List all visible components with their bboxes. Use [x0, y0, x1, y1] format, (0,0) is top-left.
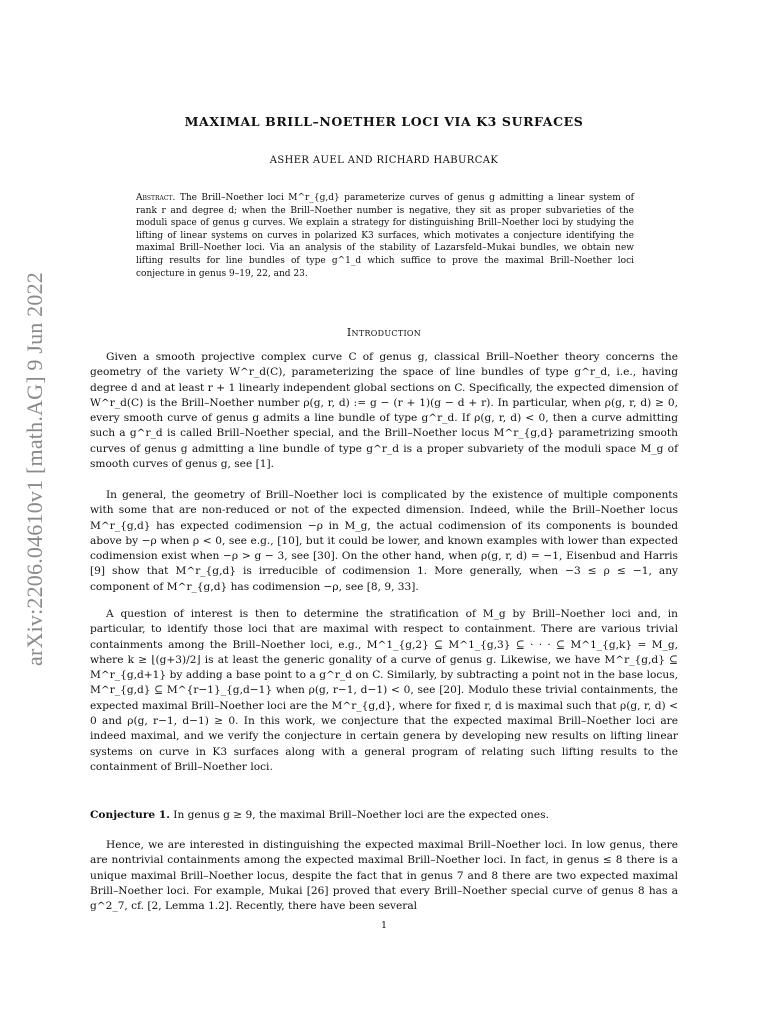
paragraph-3	[90, 607, 678, 775]
arxiv-stamp: arXiv:2206.04610v1 [math.AG] 9 Jun 2022	[22, 272, 47, 666]
paper-title: MAXIMAL BRILL–NOETHER LOCI VIA K3 SURFACES	[184, 114, 584, 129]
paragraph-2	[90, 488, 678, 595]
paragraph-1	[90, 350, 678, 472]
conjecture-text	[90, 808, 678, 823]
abstract-text: The Brill–Noether loci M^r_{g,d} parameterize curves of genus g admitting a linear system of rank r and degree d; when the Brill–Noether number is negative, they sit as proper subvarieties of the moduli space of genus g curves. We explain a strategy for distinguishing Brill–Noether loci by studying the lifting of linear systems on curves in polarized K3 surfaces, which motivates a conjecture identifying the maximal Brill–Noether loci. Via an analysis of the stability of Lazarsfeld–Mukai bundles, we obtain new lifting results for line bundles of type g^1_d which suffice to prove the maximal Brill–Noether loci conjecture in genus 9–19, 22, and 23.	[136, 193, 634, 279]
abstract-label: Abstract.	[136, 193, 176, 203]
conjecture-label: Conjecture 1.	[90, 809, 170, 821]
paper-authors: ASHER AUEL AND RICHARD HABURCAK	[269, 155, 499, 166]
paragraph-text: In general, the geometry of Brill–Noether loci is complicated by the existence of multiple components with some that are non-reduced or not of the expected dimension. Indeed, while the Brill–Noether locus M^r_{g,d} has expected codimension −ρ in M_g, the actual codimension of its components is bounded above by −ρ when ρ < 0, see e.g., [10], but it could be lower, and known examples with lower than expected codimension exist when −ρ > g − 3, see [30]. On the other hand, when ρ(g, r, d) = −1, Eisenbud and Harris [9] show that M^r_{g,d} is irreducible of codimension 1. More generally, when −3 ≤ ρ ≤ −1, any component of M^r_{g,d} has codimension −ρ, see [8, 9, 33].	[90, 489, 678, 593]
conjecture-body: In genus g ≥ 9, the maximal Brill–Noether loci are the expected ones.	[173, 809, 549, 821]
paragraph-text: A question of interest is then to determine the stratification of M_g by Brill–Noether loci and, in particular, to identify those loci that are maximal with respect to containment. There are various trivial containments among the Brill–Noether loci, e.g., M^1_{g,2} ⊆ M^1_{g,3} ⊆ · · · ⊆ M^1_{g,k} = M_g, where k ≥ ⌊(g+3)/2⌋ is at least the generic gonality of a curve of genus g. Likewise, we have M^r_{g,d} ⊆ M^r_{g,d+1} by adding a base point to a g^r_d on C. Similarly, by subtracting a point not in the base locus, M^r_{g,d} ⊆ M^{r−1}_{g,d−1} when ρ(g, r−1, d−1) < 0, see [20]. Modulo these trivial containments, the expected maximal Brill–Noether loci are the M^r_{g,d}, where for fixed r, d is maximal such that ρ(g, r, d) < 0 and ρ(g, r−1, d−1) ≥ 0. In this work, we conjecture that the expected maximal Brill–Noether loci are indeed maximal, and we verify the conjecture in certain genera by developing new results on lifting linear systems on curve in K3 surfaces along with a general program of relating such lifting results to the containment of Brill–Noether loci.	[90, 608, 678, 773]
abstract	[136, 192, 634, 280]
page-number: 1	[380, 920, 388, 931]
paragraph-text: Given a smooth projective complex curve C of genus g, classical Brill–Noether theory concerns the geometry of the variety W^r_d(C), parameterizing the space of line bundles of type g^r_d, i.e., having degree d and at least r + 1 linearly independent global sections on C. Specifically, the expected dimension of W^r_d(C) is the Brill–Noether number ρ(g, r, d) := g − (r + 1)(g − d + r). In particular, when ρ(g, r, d) ≥ 0, every smooth curve of genus g admits a line bundle of type g^r_d. If ρ(g, r, d) < 0, then a curve admitting such a g^r_d is called Brill–Noether special, and the Brill–Noether locus M^r_{g,d} parametrizing smooth curves of genus g admitting a line bundle of type g^r_d is a proper subvariety of the moduli space M_g of smooth curves of genus g, see [1].	[90, 351, 678, 471]
conjecture-1	[90, 808, 678, 823]
paragraph-4	[90, 838, 678, 914]
paragraph-text: Hence, we are interested in distinguishing the expected maximal Brill–Noether loci. In low genus, there are nontrivial containments among the expected maximal Brill–Noether loci. In fact, in genus ≤ 8 there is a unique maximal Brill–Noether locus, despite the fact that in genus 7 and 8 there are two expected maximal Brill–Noether loci. For example, Mukai [26] proved that every Brill–Noether special curve of genus 8 has a g^2_7, cf. [2, Lemma 1.2]. Recently, there have been several	[90, 839, 678, 913]
section-title-introduction: Introduction	[346, 326, 422, 339]
